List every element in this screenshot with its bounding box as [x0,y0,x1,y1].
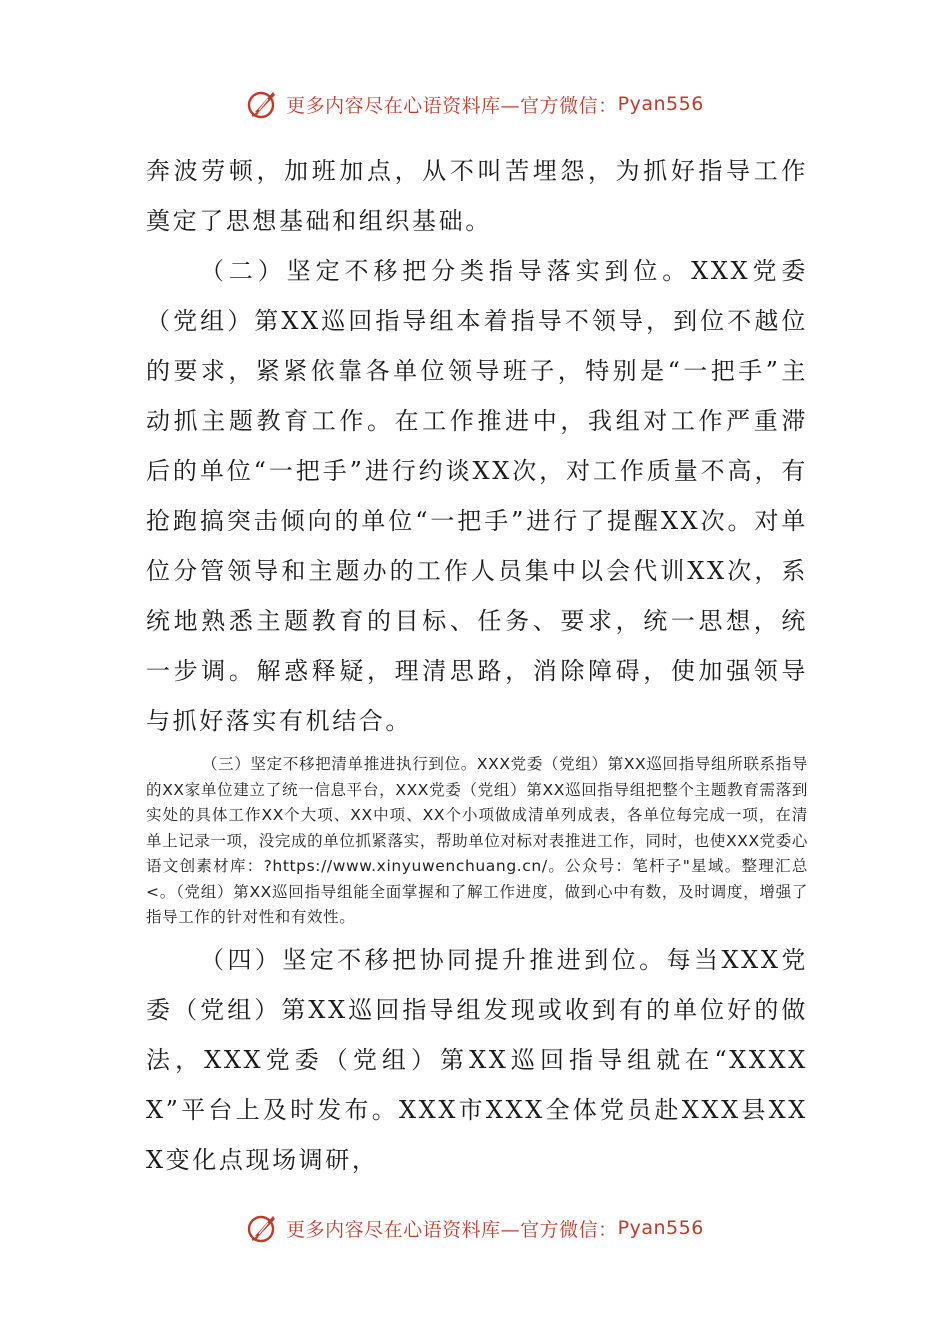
quill-logo-icon [246,1211,280,1245]
banner-wechat-id: Pyan556 [617,1217,704,1239]
paragraph-3: （三）坚定不移把清单推进执行到位。XXX党委（党组）第XX巡回指导组所联系指导的XX家单位建立了统一信息平台，XXX党委（党组）第XX巡回指导组把整个主题教育需落到实处的具体工作XX个大项、XX中项、XX个小项做成清单列成表，各单位每完成一项，在清单上记录一项，没完成的单位抓紧落实，帮助单位对标对表推进工作，同时，也使XXX党委心语文创素材库：?https://www.xinyuwenchuang.cn/。公众号：笔杆子"星域。整理汇总<。（党组）第XX巡回指导组能全面掌握和了解工作进度，做到心中有数，及时调度，增强了指导工作的针对性和有效性。 [146,755,808,926]
document-body [146,146,808,1185]
header-banner [0,84,950,124]
quill-logo-icon [246,87,280,121]
paragraph-1: 奔波劳顿，加班加点，从不叫苦埋怨，为抓好指导工作奠定了思想基础和组织基础。 [146,157,808,235]
banner-wechat-id: Pyan556 [617,93,704,115]
paragraph-4: （四）坚定不移把协同提升推进到位。每当XXX党委（党组）第XX巡回指导组发现或收到有的单位好的做法，XXX党委（党组）第XX巡回指导组就在“XXXXX”平台上及时发布。XXX市XXX全体党员赴XXX县XXX变化点现场调研， [146,945,808,1174]
footer-banner [0,1208,950,1248]
banner-text: 更多内容尽在心语资料库—官方微信： [286,94,618,117]
paragraph-2: （二）坚定不移把分类指导落实到位。XXX党委（党组）第XX巡回指导组本着指导不领导，到位不越位的要求，紧紧依靠各单位领导班子，特别是“一把手”主动抓主题教育工作。在工作推进中，我组对工作严重滞后的单位“一把手”进行约谈XX次，对工作质量不高，有抢跑搞突击倾向的单位“一把手”进行了提醒XX次。对单位分管领导和主题办的工作人员集中以会代训XX次，系统地熟悉主题教育的目标、任务、要求，统一思想，统一步调。解惑释疑，理清思路，消除障碍，使加强领导与抓好落实有机结合。 [146,257,808,735]
banner-text: 更多内容尽在心语资料库—官方微信： [286,1218,618,1241]
